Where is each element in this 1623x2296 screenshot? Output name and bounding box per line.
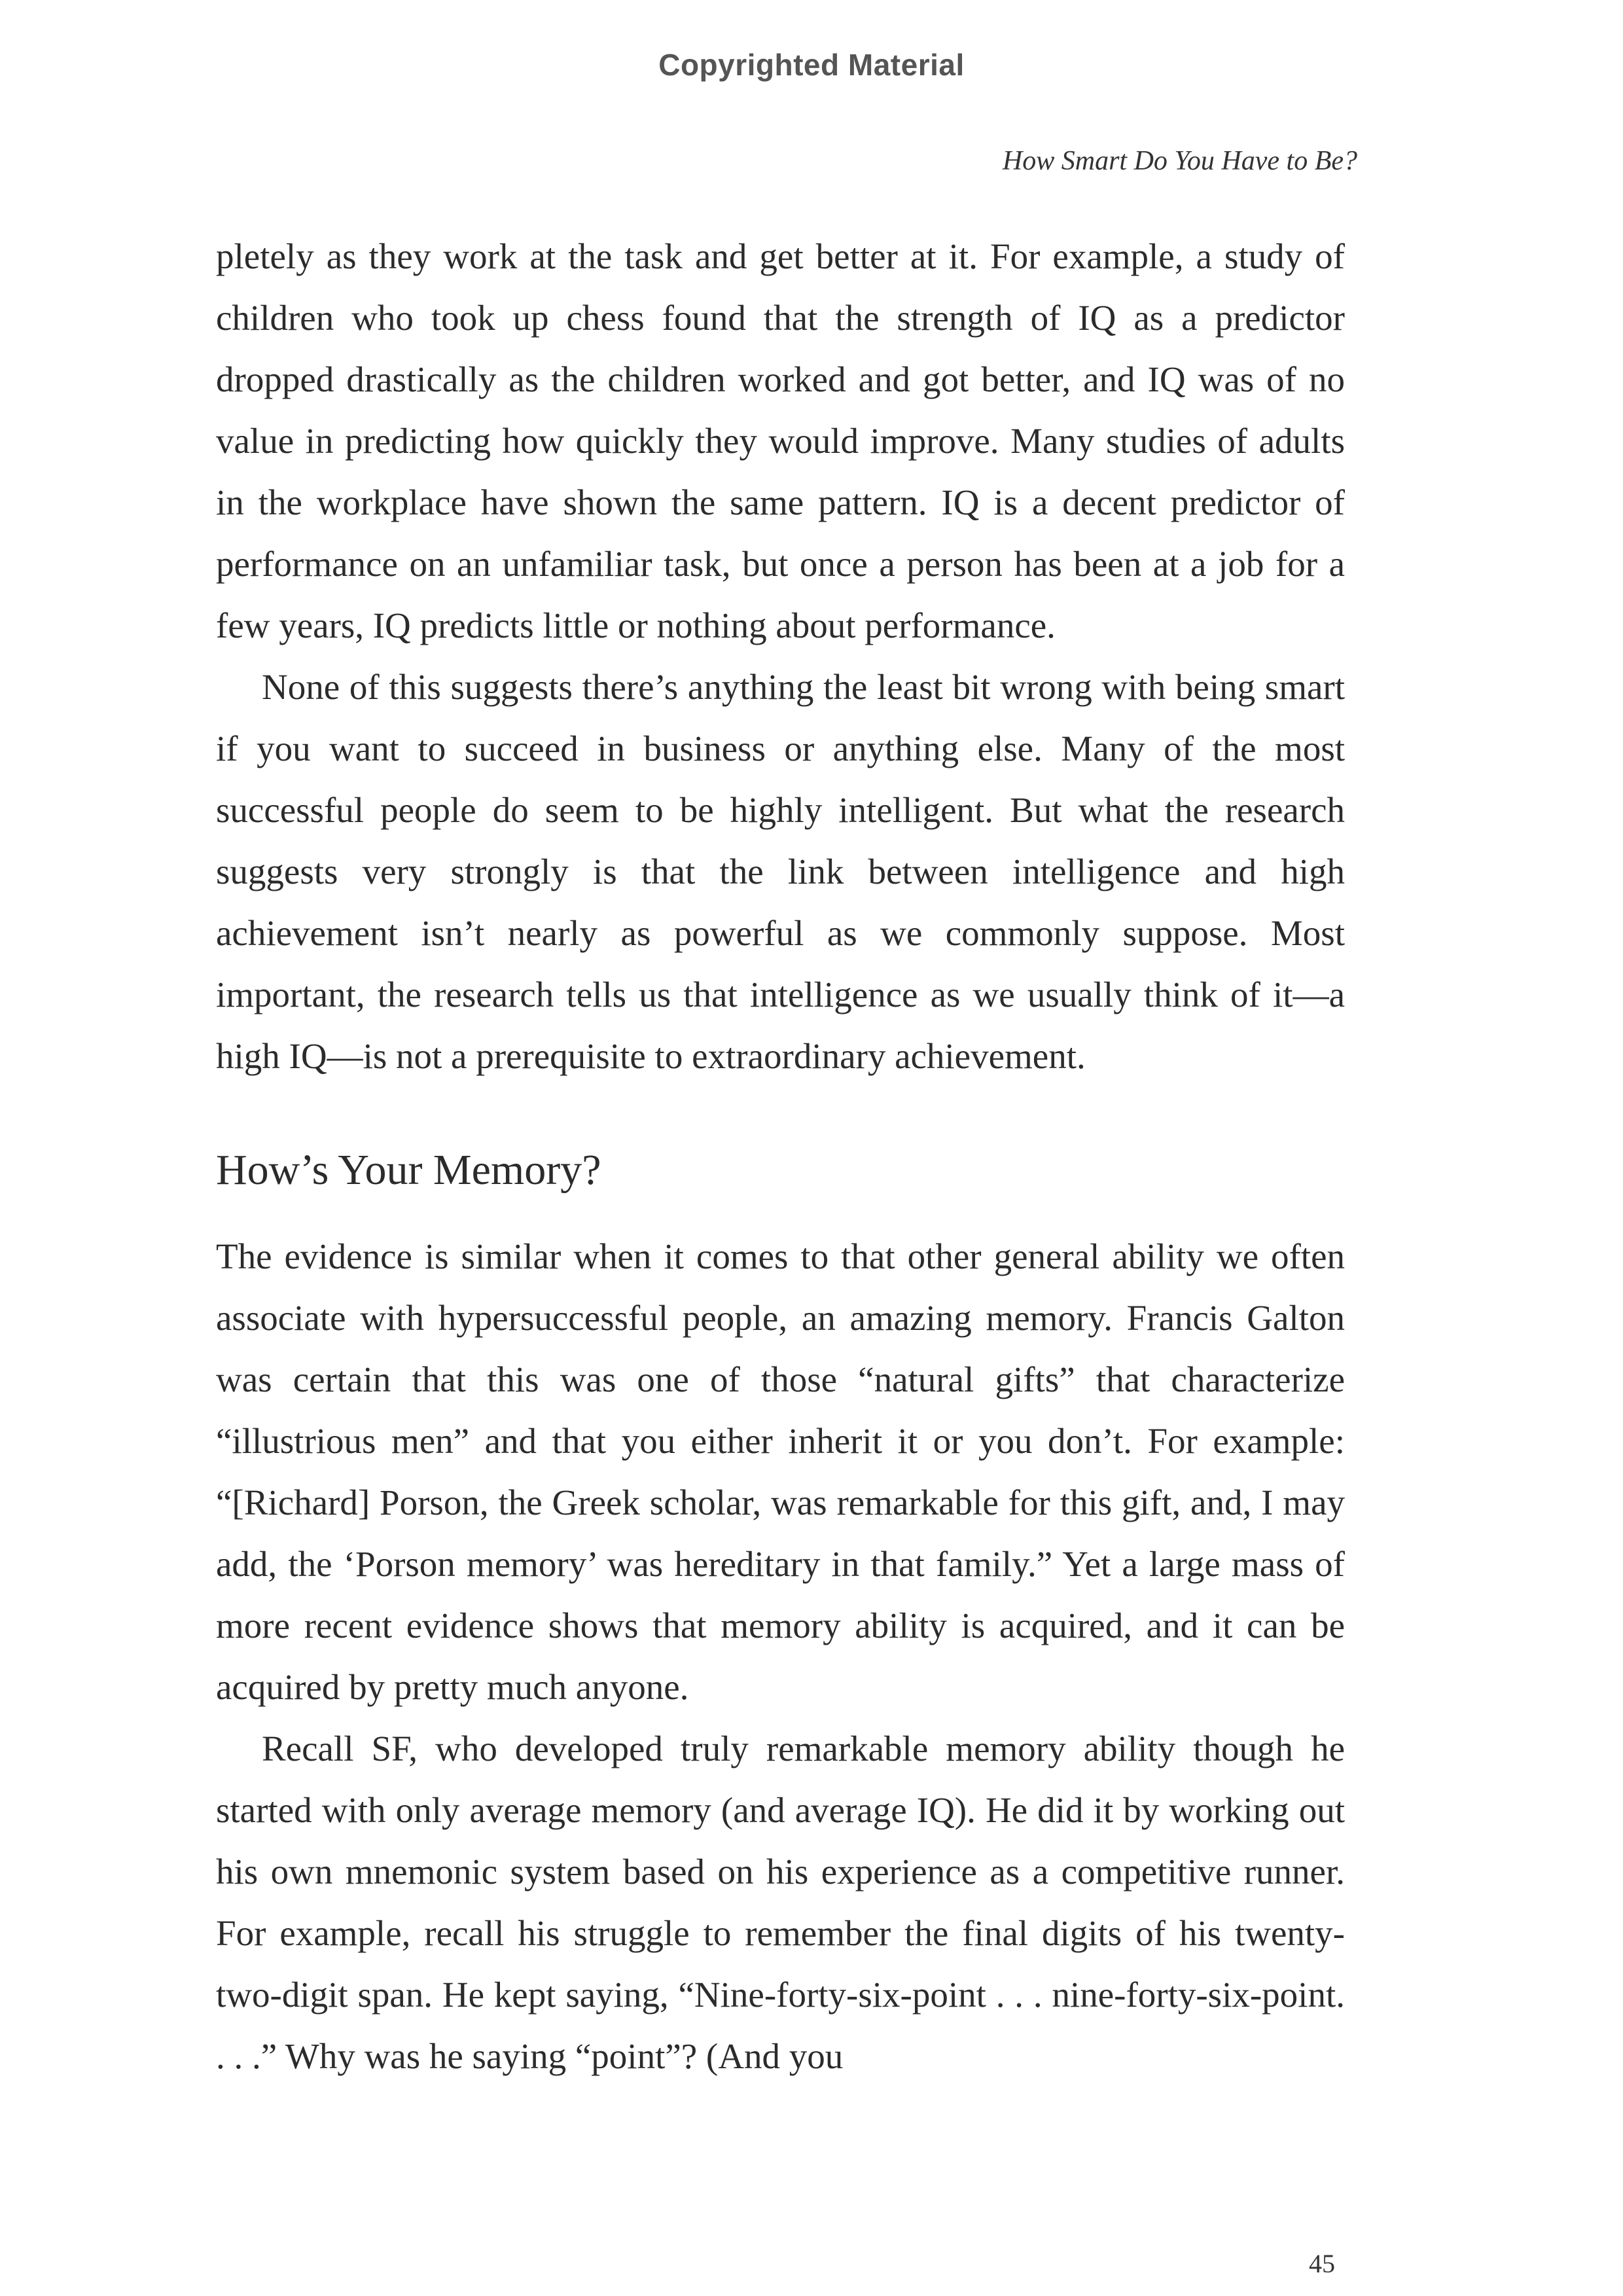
section-heading: How’s Your Memory? <box>216 1146 601 1194</box>
paragraph-4: Recall SF, who developed truly remarkable memory ability though he started with only average memory (and average IQ). He did it by working out his own mnemonic system based on his experience as a competitive runner. For example, recall his struggle to remember the final digits of his twenty-two-digit span. He kept saying, “Nine-forty-six-point . . . nine-forty-six-point. . . .” Why was he saying “point”? (And you <box>216 1729 1345 2076</box>
page-body <box>216 226 1345 2087</box>
page-number: 45 <box>1309 2249 1335 2278</box>
paragraph-1: pletely as they work at the task and get better at it. For example, a study of children who took up chess found that the strength of IQ as a predictor dropped drastically as the children worked and got better, and IQ was of no value in predicting how quickly they would improve. Many studies of adults in the workplace have shown the same pattern. IQ is a decent predictor of performance on an unfamiliar task, but once a person has been at a job for a few years, IQ predicts little or nothing about performance. <box>216 236 1345 645</box>
paragraph-3: The evidence is similar when it comes to that other general ability we often associate with hypersuccessful people, an amazing memory. Francis Galton was certain that this was one of those “natural gifts” that characterize “illustrious men” and that you either inherit it or you don’t. For example: “[Richard] Porson, the Greek scholar, was remarkable for this gift, and, I may add, the ‘Porson memory’ was hereditary in that family.” Yet a large mass of more recent evidence shows that memory ability is acquired, and it can be acquired by pretty much anyone. <box>216 1236 1345 1707</box>
paragraph-2: None of this suggests there’s anything the least bit wrong with being smart if you want to succeed in business or anything else. Many of the most successful people do seem to be highly intelligent. But what the research suggests very strongly is that the link between intelligence and high achievement isn’t nearly as powerful as we commonly suppose. Most important, the research tells us that intelligence as we usually think of it—a high IQ—is not a prerequisite to extraordinary achievement. <box>216 667 1345 1076</box>
running-head: How Smart Do You Have to Be? <box>1002 146 1357 176</box>
copyright-watermark: Copyrighted Material <box>658 48 965 82</box>
